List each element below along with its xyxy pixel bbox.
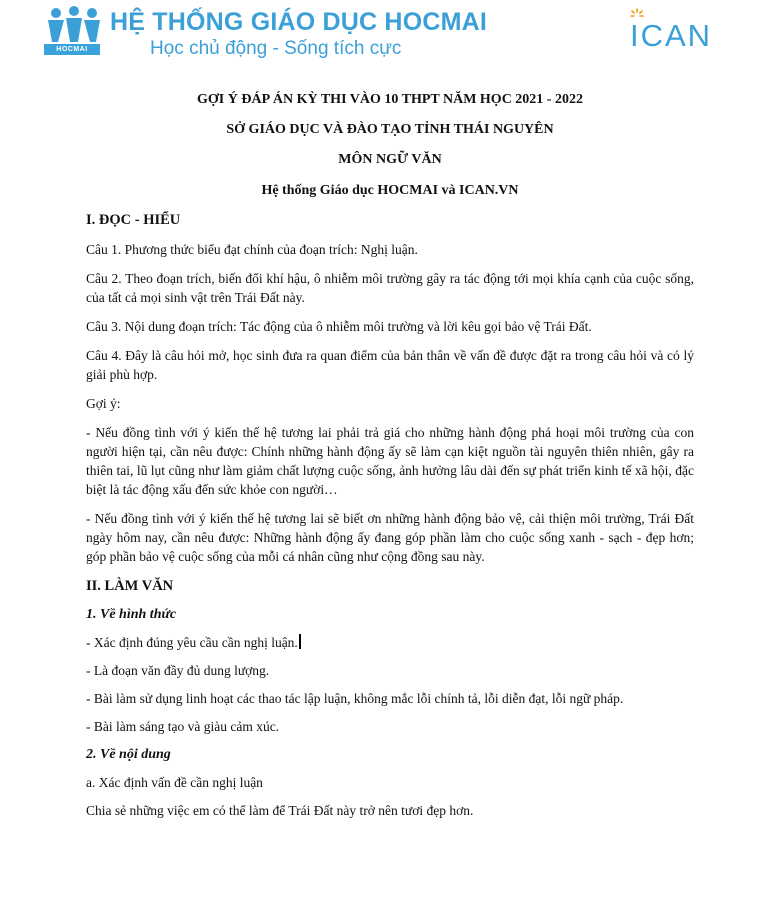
question-3: Câu 3. Nội dung đoạn trích: Tác động của ô nhiễm môi trường và lời kêu gọi bảo vệ Trái Đất.: [86, 319, 592, 334]
document-body: [86, 90, 694, 820]
page-header: [0, 0, 780, 72]
question-4: Câu 4. Đây là câu hỏi mở, học sinh đưa ra quan điểm của bản thân về vấn đề được đặt ra trong câu hỏi và có lý giải phù hợp.: [86, 348, 694, 382]
doc-title-author: Hệ thống Giáo dục HOCMAI và ICAN.VN: [261, 183, 519, 198]
doc-title-subject: MÔN NGỮ VĂN: [338, 152, 442, 167]
content-item-a: a. Xác định vấn đề cần nghị luận: [86, 775, 263, 790]
ican-logo: ICAN: [630, 18, 713, 53]
subheading-form: 1. Về hình thức: [86, 607, 177, 622]
question-1: Câu 1. Phương thức biểu đạt chính của đoạn trích: Nghị luận.: [86, 242, 418, 257]
hint-paragraph-2: - Nếu đồng tình với ý kiến thế hệ tương lai sẽ biết ơn những hành động bảo vệ, cải thiện môi trường, Trái Đất ngày hôm nay, cần nêu được: Những hành động ấy đang góp phần làm cho cuộc sống xanh - sạch - đẹp hơn; góp phần bảo vệ cuộc sống của mỗi cá nhân cũng như cộng đồng sau này.: [86, 511, 694, 564]
brand-title: HỆ THỐNG GIÁO DỤC HOCMAI: [110, 8, 488, 36]
form-item-1-text: - Xác định đúng yêu cầu cần nghị luận.: [86, 635, 298, 650]
text-cursor: [299, 634, 301, 649]
hint-label: Gợi ý:: [86, 396, 121, 411]
content-item-a-text: Chia sẻ những việc em có thể làm để Trái Đất này trở nên tươi đẹp hơn.: [86, 803, 474, 818]
section2-heading: II. LÀM VĂN: [86, 578, 174, 594]
form-item-2: - Là đoạn văn đầy đủ dung lượng.: [86, 663, 270, 678]
doc-title-line2: SỞ GIÁO DỤC VÀ ĐÀO TẠO TỈNH THÁI NGUYÊN: [226, 122, 554, 137]
form-item-3: - Bài làm sử dụng linh hoạt các thao tác lập luận, không mắc lỗi chính tả, lỗi diễn đạt, lỗi ngữ pháp.: [86, 691, 624, 706]
hocmai-logo-caption: HOCMAI: [44, 44, 100, 55]
doc-title-line1: GỢI Ý ĐÁP ÁN KỲ THI VÀO 10 THPT NĂM HỌC 2021 - 2022: [197, 92, 583, 107]
brand-slogan: Học chủ động - Sống tích cực: [150, 38, 402, 59]
question-2: Câu 2. Theo đoạn trích, biến đổi khí hậu, ô nhiễm môi trường gây ra tác động tới mọi khía cạnh của cuộc sống, của tất cả mọi sinh vật trên Trái Đất này.: [86, 271, 694, 305]
subheading-content: 2. Về nội dung: [86, 747, 171, 762]
form-item-4: - Bài làm sáng tạo và giàu cảm xúc.: [86, 719, 280, 734]
hint-paragraph-1: - Nếu đồng tình với ý kiến thế hệ tương lai phải trả giá cho những hành động phá hoại môi trường của con người hiện tại, cần nêu được: Chính những hành động ấy sẽ làm cạn kiệt nguồn tài nguyên thiên nhiên, gây ra thiên tai, lũ lụt cũng như làm giảm chất lượng cuộc sống, ảnh hưởng lâu dài đến sự phát triển kinh tế xã hội, đặc biệt là tác động xấu đến sức khỏe con người…: [86, 425, 694, 497]
section1-heading: I. ĐỌC - HIỂU: [86, 212, 181, 228]
form-item-1: [86, 633, 694, 652]
